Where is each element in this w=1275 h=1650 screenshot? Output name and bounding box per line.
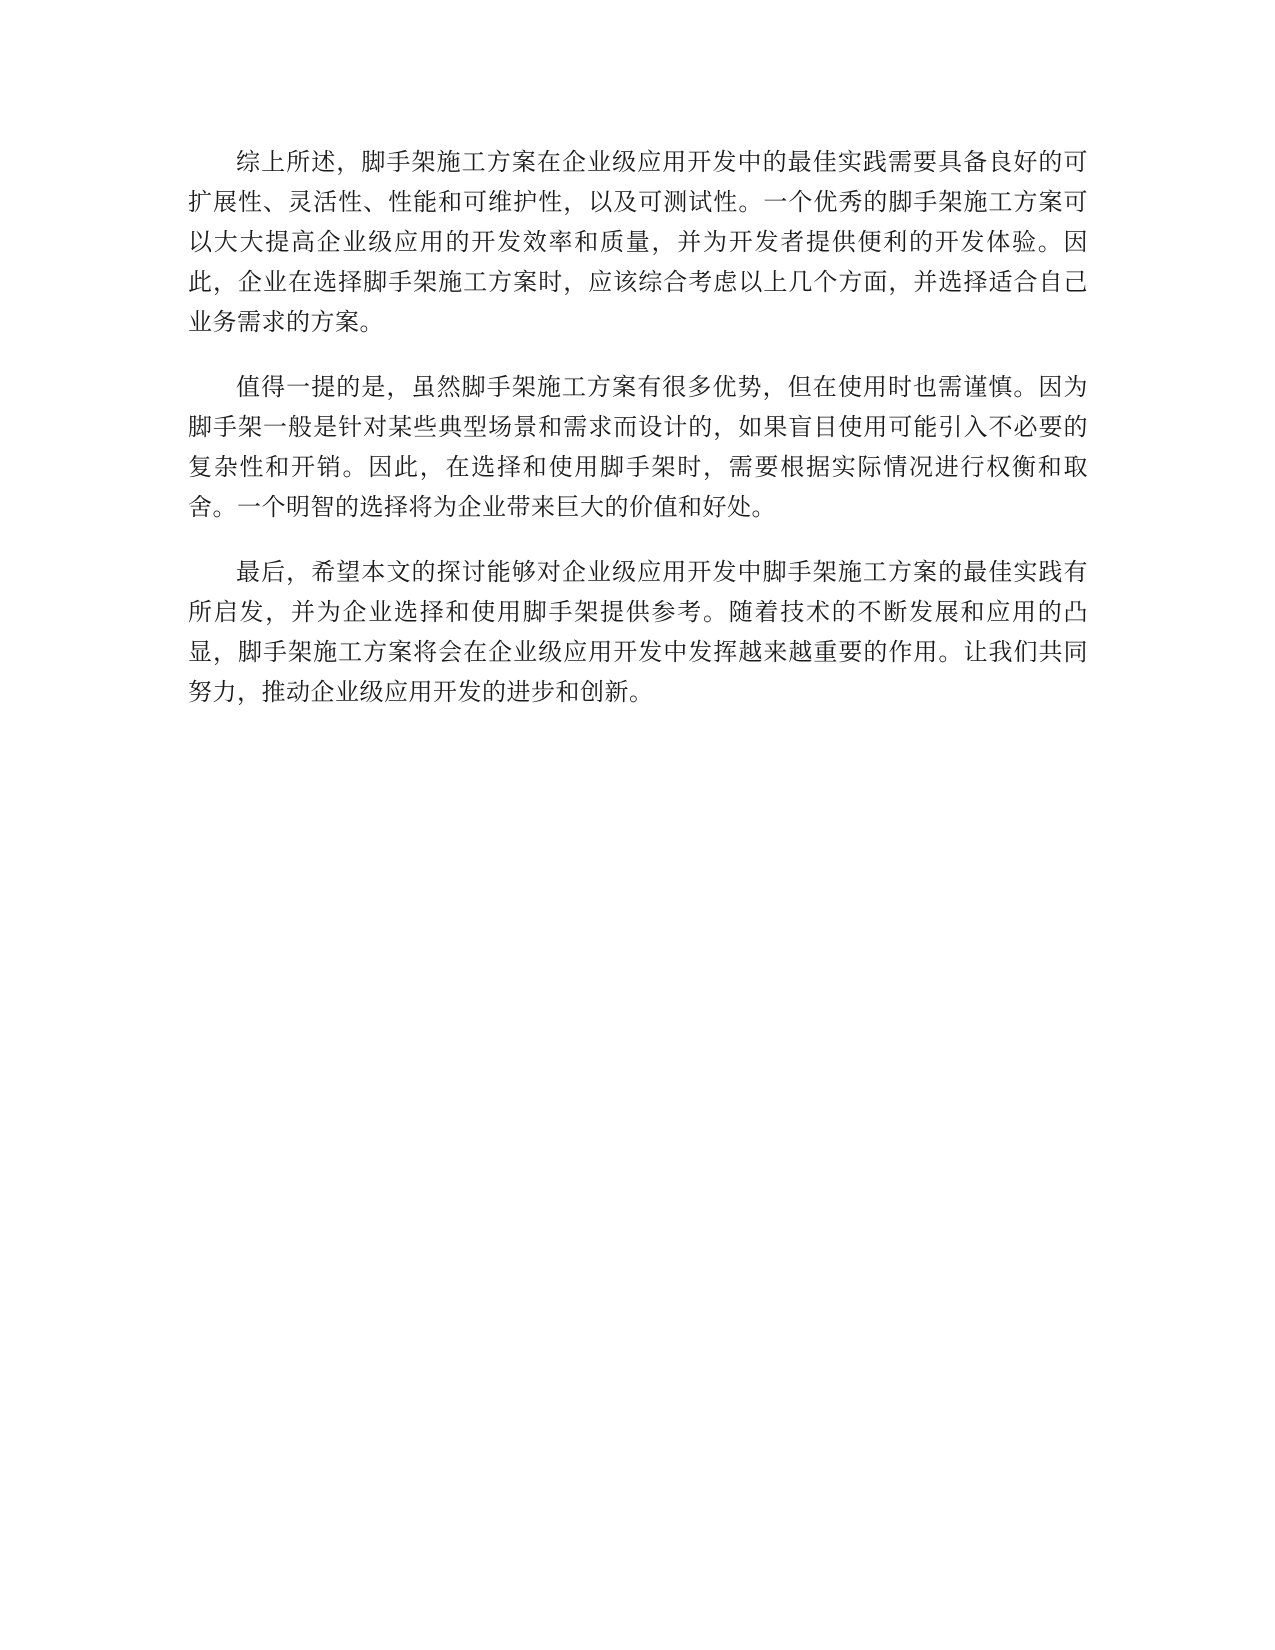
paragraph-caution: 值得一提的是，虽然脚手架施工方案有很多优势，但在使用时也需谨慎。因为脚手架一般是针对某些典型场景和需求而设计的，如果盲目使用可能引入不必要的复杂性和开销。因此，在选择和使用脚手架时，需要根据实际情况进行权衡和取舍。一个明智的选择将为企业带来巨大的价值和好处。 bbox=[188, 373, 1088, 521]
document-body bbox=[188, 142, 1088, 737]
paragraph-conclusion: 综上所述，脚手架施工方案在企业级应用开发中的最佳实践需要具备良好的可扩展性、灵活性、性能和可维护性，以及可测试性。一个优秀的脚手架施工方案可以大大提高企业级应用的开发效率和质量，并为开发者提供便利的开发体验。因此，企业在选择脚手架施工方案时，应该综合考虑以上几个方面，并选择适合自己业务需求的方案。 bbox=[188, 148, 1088, 336]
paragraph-closing: 最后，希望本文的探讨能够对企业级应用开发中脚手架施工方案的最佳实践有所启发，并为企业选择和使用脚手架提供参考。随着技术的不断发展和应用的凸显，脚手架施工方案将会在企业级应用开发中发挥越来越重要的作用。让我们共同努力，推动企业级应用开发的进步和创新。 bbox=[188, 558, 1088, 706]
